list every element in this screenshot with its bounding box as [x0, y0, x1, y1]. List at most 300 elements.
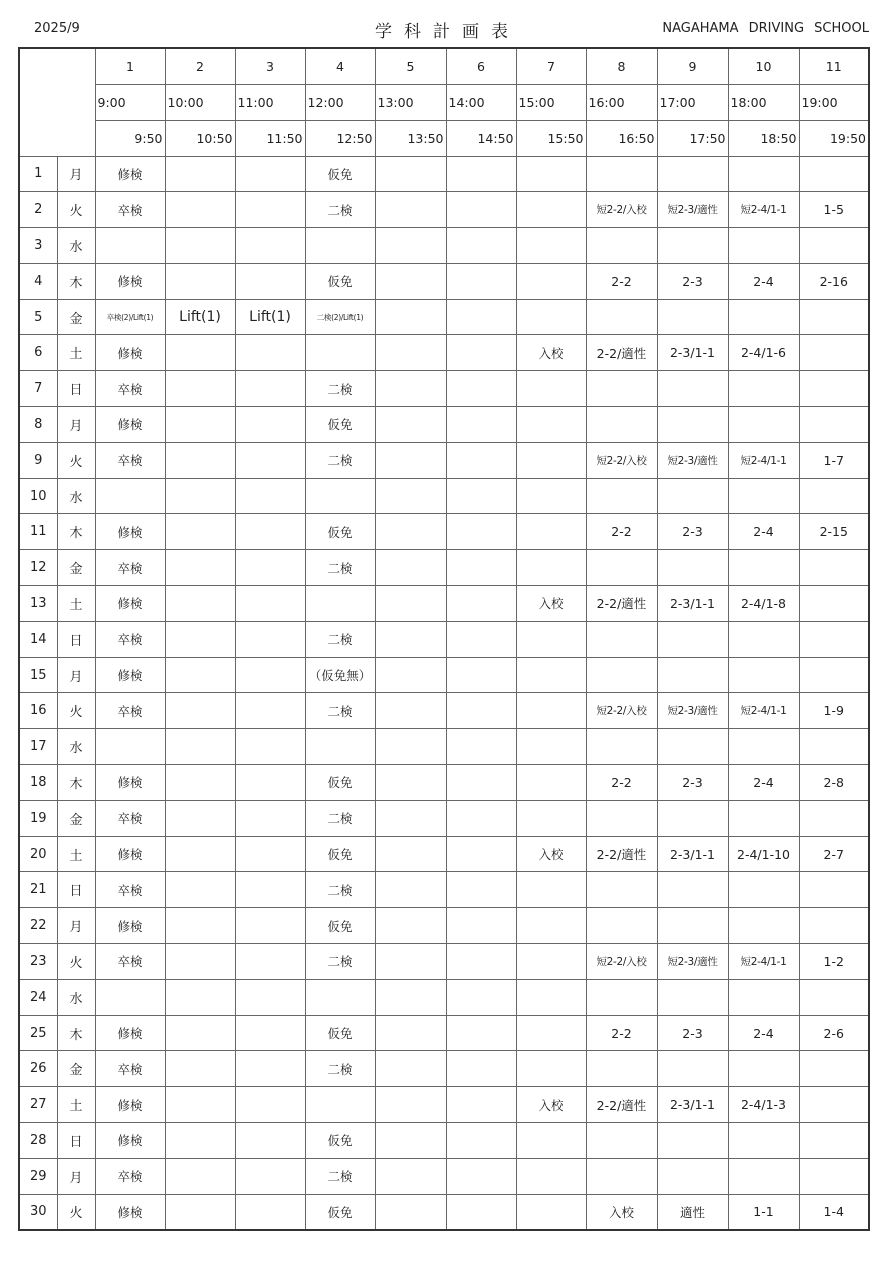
schedule-cell	[235, 1158, 305, 1194]
weekday: 月	[57, 156, 95, 192]
end-time: 12:50	[305, 120, 375, 156]
schedule-cell: 卒検	[95, 800, 165, 836]
schedule-cell	[586, 657, 657, 693]
schedule-cell: 仮免	[305, 765, 375, 801]
schedule-cell	[799, 729, 869, 765]
schedule-cell	[446, 1051, 516, 1087]
schedule-cell	[516, 908, 586, 944]
schedule-cell: 2-4/1-8	[728, 586, 799, 622]
schedule-cell	[235, 693, 305, 729]
schedule-cell	[657, 729, 728, 765]
schedule-cell: 仮免	[305, 1194, 375, 1230]
schedule-cell	[375, 729, 446, 765]
schedule-cell: 修検	[95, 657, 165, 693]
weekday: 土	[57, 1087, 95, 1123]
schedule-cell: 2-2/適性	[586, 335, 657, 371]
period-number: 4	[305, 48, 375, 84]
day-number: 2	[19, 192, 57, 228]
schedule-cell	[446, 872, 516, 908]
weekday: 月	[57, 657, 95, 693]
schedule-cell	[446, 442, 516, 478]
schedule-cell: 仮免	[305, 908, 375, 944]
schedule-cell: 卒検	[95, 693, 165, 729]
schedule-cell	[446, 478, 516, 514]
schedule-cell: 二検	[305, 872, 375, 908]
day-number: 9	[19, 442, 57, 478]
schedule-cell	[446, 1015, 516, 1051]
schedule-cell	[235, 192, 305, 228]
table-row	[19, 335, 869, 371]
table-row	[19, 944, 869, 980]
schedule-cell	[375, 1194, 446, 1230]
start-time: 13:00	[375, 84, 446, 120]
period-number-row	[19, 48, 869, 84]
schedule-cell	[728, 657, 799, 693]
schedule-cell	[305, 1087, 375, 1123]
end-time: 14:50	[446, 120, 516, 156]
schedule-cell	[95, 729, 165, 765]
schedule-cell	[446, 550, 516, 586]
schedule-cell: 二検	[305, 550, 375, 586]
start-time: 11:00	[235, 84, 305, 120]
table-row	[19, 442, 869, 478]
day-number: 8	[19, 407, 57, 443]
schedule-cell: 二検(2)/Lift(1)	[305, 299, 375, 335]
table-row	[19, 371, 869, 407]
weekday: 木	[57, 765, 95, 801]
weekday: 火	[57, 693, 95, 729]
weekday: 火	[57, 442, 95, 478]
day-number: 5	[19, 299, 57, 335]
schedule-cell: 短2-2/入校	[586, 944, 657, 980]
schedule-cell	[235, 729, 305, 765]
schedule-cell	[165, 729, 235, 765]
weekday: 月	[57, 1158, 95, 1194]
schedule-cell	[799, 407, 869, 443]
period-number: 6	[446, 48, 516, 84]
schedule-cell	[446, 371, 516, 407]
schedule-cell: 卒検	[95, 872, 165, 908]
schedule-cell: 2-3	[657, 263, 728, 299]
schedule-cell	[728, 908, 799, 944]
schedule-cell: 修検	[95, 836, 165, 872]
schedule-cell	[446, 299, 516, 335]
schedule-cell	[728, 1123, 799, 1159]
schedule-cell	[516, 872, 586, 908]
schedule-cell: 二検	[305, 1051, 375, 1087]
schedule-cell	[165, 872, 235, 908]
schedule-cell	[799, 371, 869, 407]
day-number: 18	[19, 765, 57, 801]
schedule-cell: 1-5	[799, 192, 869, 228]
schedule-cell	[657, 407, 728, 443]
schedule-cell	[657, 1123, 728, 1159]
schedule-cell	[728, 407, 799, 443]
schedule-cell	[586, 228, 657, 264]
schedule-cell: 二検	[305, 371, 375, 407]
day-number: 22	[19, 908, 57, 944]
schedule-cell: 修検	[95, 1194, 165, 1230]
schedule-cell	[375, 979, 446, 1015]
table-row	[19, 765, 869, 801]
schedule-cell: 卒検	[95, 1158, 165, 1194]
schedule-cell	[305, 586, 375, 622]
weekday: 水	[57, 979, 95, 1015]
schedule-cell	[235, 371, 305, 407]
end-time: 16:50	[586, 120, 657, 156]
schedule-cell	[375, 836, 446, 872]
schedule-cell	[516, 657, 586, 693]
schedule-cell	[165, 693, 235, 729]
schedule-cell	[165, 621, 235, 657]
schedule-cell: 短2-2/入校	[586, 192, 657, 228]
weekday: 木	[57, 514, 95, 550]
table-row	[19, 192, 869, 228]
schedule-cell	[235, 1051, 305, 1087]
school-name: NAGAHAMA DRIVING SCHOOL	[662, 21, 869, 36]
weekday: 火	[57, 944, 95, 980]
schedule-cell: 仮免	[305, 407, 375, 443]
weekday: 土	[57, 335, 95, 371]
day-number: 17	[19, 729, 57, 765]
schedule-cell: 仮免	[305, 156, 375, 192]
weekday: 土	[57, 836, 95, 872]
schedule-cell: 2-2	[586, 1015, 657, 1051]
schedule-cell	[235, 228, 305, 264]
schedule-cell	[799, 1123, 869, 1159]
schedule-cell: 短2-4/1-1	[728, 944, 799, 980]
schedule-cell	[235, 657, 305, 693]
schedule-cell	[516, 299, 586, 335]
schedule-table	[18, 47, 870, 1231]
schedule-cell	[235, 908, 305, 944]
period-number: 10	[728, 48, 799, 84]
schedule-cell: 入校	[516, 335, 586, 371]
schedule-month: 2025/9	[34, 21, 80, 36]
schedule-cell	[446, 979, 516, 1015]
schedule-cell: 修検	[95, 1087, 165, 1123]
table-row	[19, 800, 869, 836]
schedule-cell	[657, 550, 728, 586]
weekday: 水	[57, 729, 95, 765]
schedule-cell	[375, 693, 446, 729]
schedule-cell	[95, 979, 165, 1015]
schedule-cell	[728, 872, 799, 908]
schedule-cell	[586, 1123, 657, 1159]
schedule-cell	[657, 1158, 728, 1194]
schedule-cell	[446, 836, 516, 872]
schedule-cell	[375, 228, 446, 264]
day-number: 6	[19, 335, 57, 371]
table-row	[19, 1194, 869, 1230]
schedule-cell	[375, 908, 446, 944]
schedule-cell	[657, 979, 728, 1015]
schedule-cell	[586, 908, 657, 944]
weekday: 土	[57, 586, 95, 622]
schedule-cell	[799, 621, 869, 657]
schedule-cell: 1-7	[799, 442, 869, 478]
weekday: 金	[57, 800, 95, 836]
schedule-cell: 卒検	[95, 192, 165, 228]
schedule-cell	[799, 1158, 869, 1194]
schedule-cell	[165, 1087, 235, 1123]
schedule-cell: 1-1	[728, 1194, 799, 1230]
start-time: 9:00	[95, 84, 165, 120]
schedule-cell	[446, 1158, 516, 1194]
schedule-cell	[728, 979, 799, 1015]
schedule-cell: 2-3	[657, 765, 728, 801]
schedule-cell	[446, 621, 516, 657]
schedule-cell	[305, 979, 375, 1015]
schedule-cell	[375, 514, 446, 550]
schedule-cell	[586, 550, 657, 586]
schedule-cell	[657, 872, 728, 908]
day-number: 21	[19, 872, 57, 908]
schedule-cell	[799, 908, 869, 944]
schedule-cell	[235, 442, 305, 478]
schedule-cell: 2-15	[799, 514, 869, 550]
weekday: 木	[57, 263, 95, 299]
schedule-cell	[799, 800, 869, 836]
schedule-cell: 2-2	[586, 514, 657, 550]
schedule-cell	[516, 693, 586, 729]
schedule-cell	[516, 1194, 586, 1230]
day-number: 26	[19, 1051, 57, 1087]
schedule-cell	[516, 371, 586, 407]
schedule-cell	[728, 800, 799, 836]
schedule-cell	[375, 407, 446, 443]
schedule-cell: 短2-4/1-1	[728, 192, 799, 228]
table-row	[19, 657, 869, 693]
schedule-cell	[586, 1158, 657, 1194]
schedule-cell	[728, 478, 799, 514]
schedule-cell	[305, 478, 375, 514]
schedule-cell	[657, 621, 728, 657]
end-time: 10:50	[165, 120, 235, 156]
schedule-cell: 修検	[95, 586, 165, 622]
end-time: 11:50	[235, 120, 305, 156]
schedule-cell	[516, 514, 586, 550]
end-time: 19:50	[799, 120, 869, 156]
schedule-cell	[516, 765, 586, 801]
schedule-cell: 2-4/1-3	[728, 1087, 799, 1123]
schedule-cell	[305, 335, 375, 371]
schedule-cell: 修検	[95, 1123, 165, 1159]
schedule-cell	[446, 514, 516, 550]
schedule-cell	[728, 550, 799, 586]
schedule-cell	[516, 1123, 586, 1159]
weekday: 木	[57, 1015, 95, 1051]
schedule-cell	[375, 263, 446, 299]
schedule-cell	[235, 156, 305, 192]
schedule-cell: 二検	[305, 442, 375, 478]
schedule-cell: 2-4	[728, 514, 799, 550]
schedule-cell: 二検	[305, 800, 375, 836]
schedule-cell	[657, 657, 728, 693]
schedule-cell: 二検	[305, 944, 375, 980]
schedule-cell	[375, 1015, 446, 1051]
schedule-cell	[516, 407, 586, 443]
schedule-cell: 1-2	[799, 944, 869, 980]
schedule-cell	[235, 872, 305, 908]
schedule-cell	[586, 621, 657, 657]
schedule-cell	[235, 586, 305, 622]
schedule-cell	[375, 478, 446, 514]
schedule-cell	[516, 944, 586, 980]
schedule-cell	[728, 729, 799, 765]
schedule-cell	[165, 657, 235, 693]
schedule-cell	[516, 1158, 586, 1194]
day-number: 12	[19, 550, 57, 586]
schedule-cell: 修検	[95, 156, 165, 192]
schedule-cell: 2-3	[657, 1015, 728, 1051]
schedule-cell	[799, 478, 869, 514]
day-number: 3	[19, 228, 57, 264]
schedule-cell	[375, 657, 446, 693]
end-time: 15:50	[516, 120, 586, 156]
schedule-cell	[657, 478, 728, 514]
schedule-cell: 2-2	[586, 765, 657, 801]
schedule-cell	[586, 299, 657, 335]
schedule-cell	[375, 550, 446, 586]
schedule-cell	[799, 657, 869, 693]
schedule-cell	[516, 729, 586, 765]
schedule-cell	[165, 908, 235, 944]
schedule-cell	[586, 407, 657, 443]
schedule-cell	[375, 800, 446, 836]
schedule-cell	[516, 228, 586, 264]
schedule-cell	[165, 765, 235, 801]
schedule-cell	[375, 872, 446, 908]
schedule-cell	[95, 228, 165, 264]
day-number: 13	[19, 586, 57, 622]
schedule-cell	[165, 407, 235, 443]
schedule-cell: 修検	[95, 765, 165, 801]
schedule-cell	[165, 944, 235, 980]
day-number: 1	[19, 156, 57, 192]
schedule-cell	[657, 800, 728, 836]
schedule-cell: 短2-2/入校	[586, 693, 657, 729]
schedule-cell	[799, 586, 869, 622]
schedule-cell	[165, 1194, 235, 1230]
schedule-cell	[586, 979, 657, 1015]
schedule-cell: 二検	[305, 693, 375, 729]
schedule-cell	[375, 371, 446, 407]
day-number: 19	[19, 800, 57, 836]
schedule-cell	[799, 1087, 869, 1123]
schedule-cell	[446, 765, 516, 801]
table-row	[19, 478, 869, 514]
weekday: 月	[57, 407, 95, 443]
schedule-cell: 2-3/1-1	[657, 335, 728, 371]
schedule-cell	[586, 1051, 657, 1087]
schedule-cell: 修検	[95, 263, 165, 299]
end-time: 13:50	[375, 120, 446, 156]
schedule-cell: 仮免	[305, 514, 375, 550]
schedule-cell	[235, 478, 305, 514]
schedule-cell	[446, 263, 516, 299]
start-time: 12:00	[305, 84, 375, 120]
schedule-cell: 仮免	[305, 1015, 375, 1051]
schedule-cell	[799, 299, 869, 335]
schedule-cell: 2-7	[799, 836, 869, 872]
schedule-cell	[165, 335, 235, 371]
table-row	[19, 836, 869, 872]
schedule-cell: 修検	[95, 514, 165, 550]
schedule-cell	[165, 442, 235, 478]
schedule-cell: Lift(1)	[235, 299, 305, 335]
day-number: 7	[19, 371, 57, 407]
page-title: 学科計画表	[375, 22, 520, 42]
schedule-cell	[235, 836, 305, 872]
schedule-cell	[165, 550, 235, 586]
schedule-cell	[657, 371, 728, 407]
schedule-cell: 1-9	[799, 693, 869, 729]
weekday: 水	[57, 228, 95, 264]
schedule-cell	[446, 192, 516, 228]
table-row	[19, 872, 869, 908]
schedule-cell	[516, 621, 586, 657]
schedule-cell	[799, 1051, 869, 1087]
schedule-cell: 短2-3/適性	[657, 944, 728, 980]
day-number: 28	[19, 1123, 57, 1159]
schedule-cell	[728, 1158, 799, 1194]
schedule-cell: 短2-3/適性	[657, 442, 728, 478]
schedule-cell: 2-3	[657, 514, 728, 550]
day-number: 14	[19, 621, 57, 657]
schedule-cell: （仮免無）	[305, 657, 375, 693]
schedule-cell: 入校	[516, 1087, 586, 1123]
start-time: 17:00	[657, 84, 728, 120]
schedule-cell	[235, 944, 305, 980]
schedule-cell: 修検	[95, 908, 165, 944]
day-number: 27	[19, 1087, 57, 1123]
schedule-cell: 卒検	[95, 1051, 165, 1087]
day-number: 16	[19, 693, 57, 729]
schedule-cell	[657, 908, 728, 944]
schedule-cell	[165, 836, 235, 872]
schedule-cell: 二検	[305, 621, 375, 657]
schedule-cell	[586, 156, 657, 192]
schedule-cell	[235, 1015, 305, 1051]
schedule-cell	[95, 478, 165, 514]
start-time: 10:00	[165, 84, 235, 120]
schedule-cell: 卒検	[95, 621, 165, 657]
period-number: 1	[95, 48, 165, 84]
schedule-cell	[165, 514, 235, 550]
schedule-cell: 卒検	[95, 442, 165, 478]
schedule-cell	[728, 156, 799, 192]
start-time: 14:00	[446, 84, 516, 120]
period-number: 11	[799, 48, 869, 84]
period-number: 7	[516, 48, 586, 84]
schedule-cell	[165, 263, 235, 299]
schedule-cell	[375, 192, 446, 228]
weekday: 日	[57, 872, 95, 908]
day-number: 20	[19, 836, 57, 872]
schedule-cell: 仮免	[305, 836, 375, 872]
schedule-cell: 2-4/1-10	[728, 836, 799, 872]
schedule-cell	[165, 1051, 235, 1087]
schedule-cell	[375, 1158, 446, 1194]
schedule-cell	[165, 478, 235, 514]
schedule-cell	[799, 550, 869, 586]
schedule-cell	[165, 1015, 235, 1051]
schedule-cell	[516, 1051, 586, 1087]
schedule-cell	[657, 1051, 728, 1087]
schedule-cell	[375, 1087, 446, 1123]
table-row	[19, 1015, 869, 1051]
